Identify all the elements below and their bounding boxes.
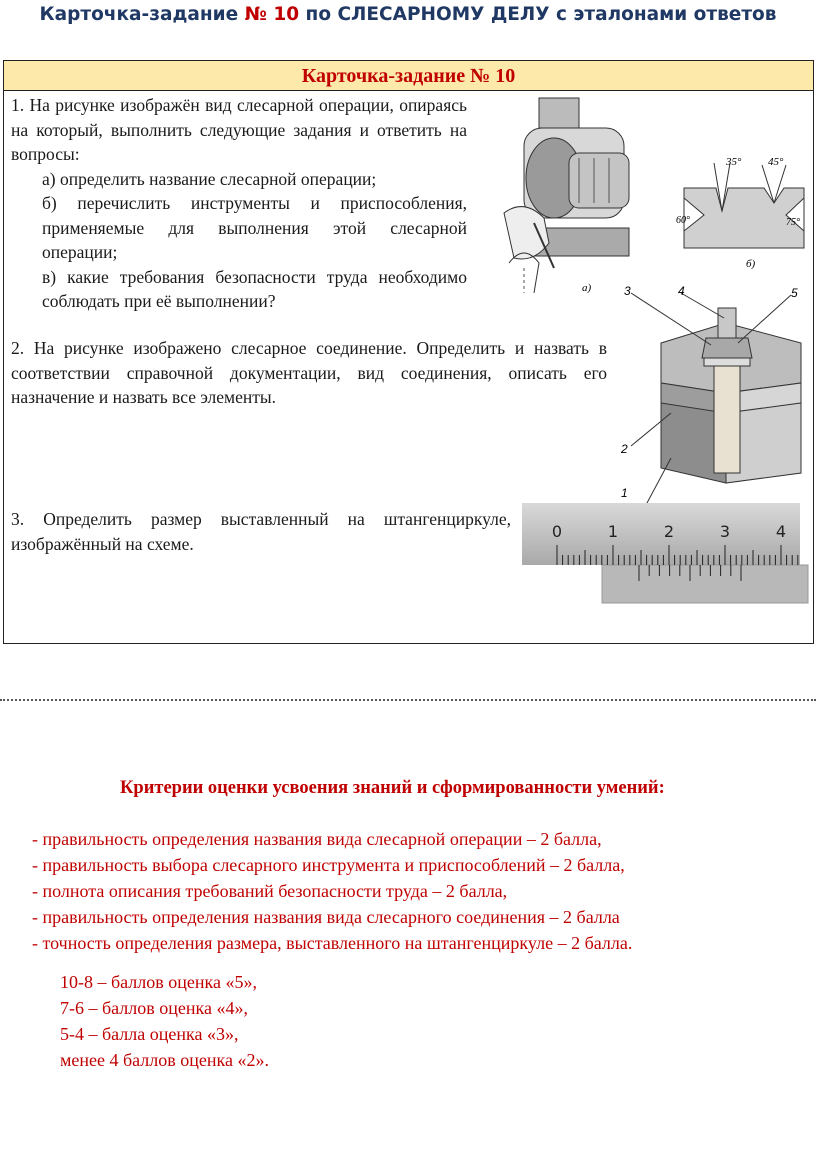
angle-45: 45° — [768, 156, 784, 168]
label-3: 3 — [624, 284, 631, 298]
label-4: 4 — [678, 284, 685, 298]
grade-item: 5-4 – балла оценка «3», — [60, 1024, 239, 1044]
stud-joint-illustration — [616, 283, 812, 503]
scale-number-3: 3 — [719, 522, 731, 541]
angle-75: 75° — [786, 217, 800, 228]
task-1 — [11, 93, 467, 314]
grades-list — [60, 969, 269, 1073]
criteria-title: Критерии оценки усвоения знаний и сформированности умений: — [120, 778, 665, 798]
card-heading: Карточка-задание № 10 — [4, 61, 813, 91]
criteria-item: - правильность определения названия вида слесарной операции – 2 балла, — [32, 829, 602, 849]
task-1-intro: 1. На рисунке изображён вид слесарной операции, опираясь на который, выполнить следующие задания и ответить на вопросы: — [11, 95, 467, 164]
scale-number-1: 1 — [607, 522, 619, 541]
task-3 — [11, 507, 511, 556]
grade-item: 10-8 – баллов оценка «5», — [60, 972, 257, 992]
grade-item: 7-6 – баллов оценка «4», — [60, 998, 248, 1018]
title-number: № 10 — [244, 4, 300, 25]
task-2-text: 2. На рисунке изображено слесарное соединение. Определить и назвать в соответствии справочной документации, вид соединения, описать его назначение и назвать все элементы. — [11, 338, 607, 407]
caliper-scale — [522, 503, 812, 605]
scale-number-2: 2 — [663, 522, 675, 541]
label-1: 1 — [621, 486, 628, 500]
section-divider — [0, 699, 816, 701]
scale-number-4: 4 — [775, 522, 787, 541]
task-1-item-a: а) определить название слесарной операции; — [42, 168, 377, 189]
criteria-item: - полнота описания требований безопасности труда – 2 балла, — [32, 881, 508, 901]
angle-35: 35° — [726, 156, 742, 168]
task-3-text: 3. Определить размер выставленный на штангенциркуле, изображённый на схеме. — [11, 509, 511, 554]
criteria-item: - правильность определения названия вида слесарного соединения – 2 балла — [32, 907, 620, 927]
criteria-item: - правильность выбора слесарного инструмента и приспособлений – 2 балла, — [32, 855, 625, 875]
task-1-item-b: б) перечислить инструменты и приспособления, применяемые для выполнения этой слесарной операции; — [42, 193, 467, 262]
task-2 — [11, 336, 607, 410]
angle-60: 60° — [676, 215, 690, 226]
page-title — [0, 4, 816, 25]
grade-item: менее 4 баллов оценка «2». — [60, 1050, 269, 1070]
chiselling-illustration — [494, 93, 644, 293]
figure-label-a: а) — [582, 282, 592, 293]
groove-illustration — [674, 153, 809, 273]
task-card — [3, 60, 814, 644]
title-suffix: по СЛЕСАРНОМУ ДЕЛУ с эталонами ответов — [305, 4, 777, 25]
figure-label-b: б) — [746, 258, 756, 270]
label-5: 5 — [791, 286, 798, 300]
scale-number-0: 0 — [551, 522, 563, 541]
criteria-item: - точность определения размера, выставленного на штангенциркуле – 2 балла. — [32, 933, 633, 953]
label-2: 2 — [621, 442, 628, 456]
title-prefix: Карточка-задание — [39, 4, 239, 25]
task-1-item-c: в) какие требования безопасности труда необходимо соблюдать при её выполнении? — [42, 266, 467, 311]
criteria-list — [32, 826, 632, 956]
